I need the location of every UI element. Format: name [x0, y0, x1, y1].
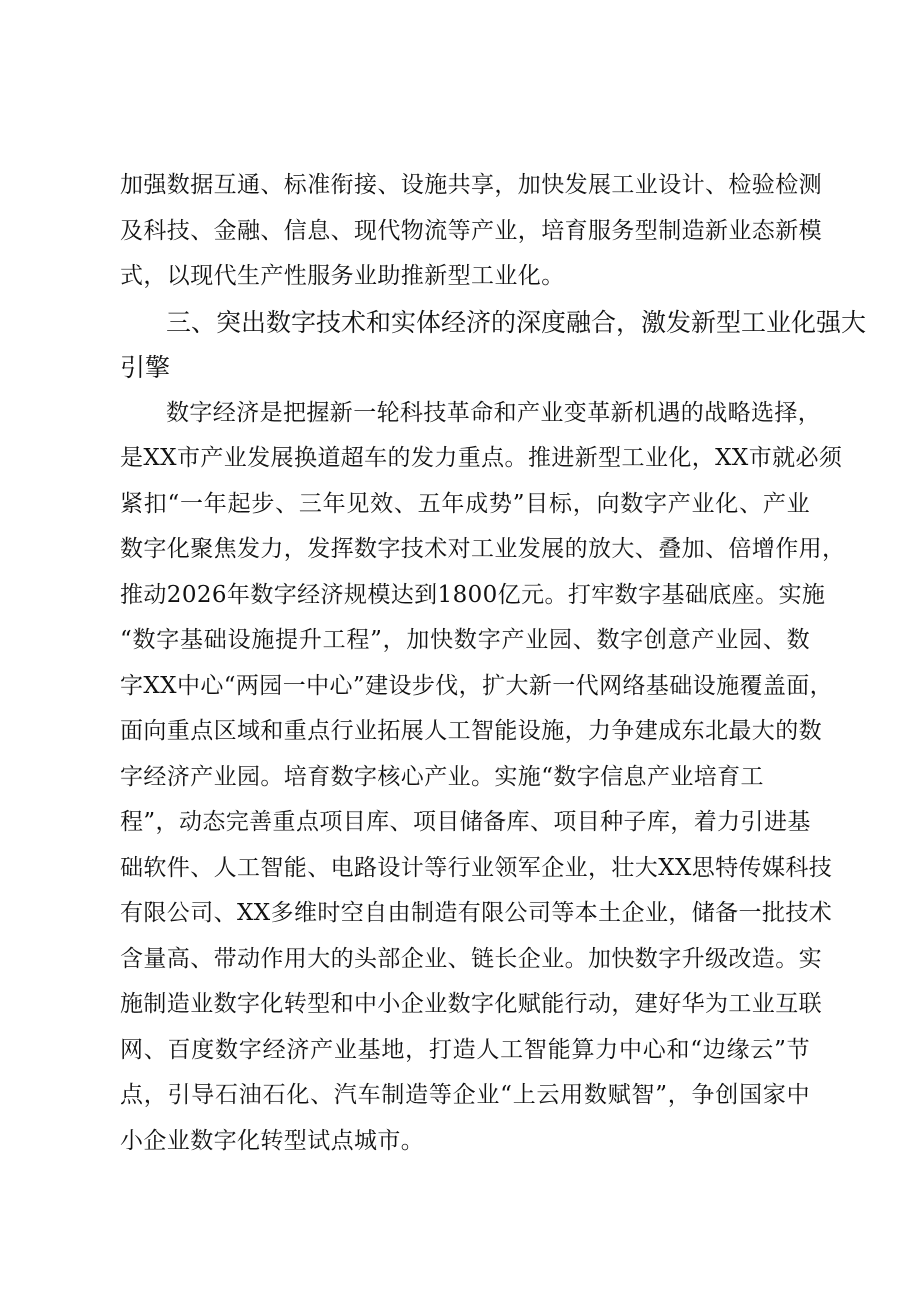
- paragraph-2-line: 数字化聚焦发力，发挥数字技术对工业发展的放大、叠加、倍增作用，: [120, 536, 846, 562]
- paragraph-1: [120, 163, 822, 300]
- paragraph-2-line: 程”，动态完善重点项目库、项目储备库、项目种子库，着力引进基: [120, 809, 811, 835]
- paragraph-2-line: 施制造业数字化转型和中小企业数字化赋能行动，建好华为工业互联: [120, 991, 822, 1017]
- paragraph-2-line: 字XX中心“两园一中心”建设步伐，扩大新一代网络基础设施覆盖面，: [120, 672, 834, 699]
- section-heading-line: 三、突出数字技术和实体经济的深度融合，激发新型工业化强大: [166, 307, 867, 337]
- paragraph-2-line: 含量高、带动作用大的头部企业、链长企业。加快数字升级改造。实: [120, 945, 822, 972]
- paragraph-2-line: 点，引导石油石化、汽车制造等企业“上云用数赋智”，争创国家中: [120, 1082, 810, 1108]
- paragraph-2-line: 面向重点区域和重点行业拓展人工智能设施，力争建成东北最大的数: [120, 718, 822, 744]
- paragraph-2: [120, 391, 846, 1165]
- paragraph-1-line: 加强数据互通、标准衔接、设施共享，加快发展工业设计、检验检测: [120, 172, 822, 198]
- paragraph-2-line: 小企业数字化转型试点城市。: [120, 1127, 425, 1154]
- paragraph-1-line: 及科技、金融、信息、现代物流等产业，培育服务型制造新业态新模: [120, 217, 822, 244]
- paragraph-2-line: 数字经济是把握新一轮科技革命和产业变革新机遇的战略选择，: [166, 399, 822, 426]
- paragraph-2-line: 推动2026年数字经济规模达到1800亿元。打牢数字基础底座。实施: [120, 581, 826, 608]
- paragraph-2-line: 是XX市产业发展换道超车的发力重点。推进新型工业化，XX市就必须: [120, 445, 843, 471]
- section-heading-line: 引擎: [120, 353, 171, 382]
- paragraph-2-line: 紧扣“一年起步、三年见效、五年成势”目标，向数字产业化、产业: [120, 490, 810, 517]
- paragraph-2-line: 网、百度数字经济产业基地，打造人工智能算力中心和“边缘云”节: [120, 1036, 810, 1063]
- paragraph-1-line: 式，以现代生产性服务业助推新型工业化。: [120, 263, 565, 289]
- paragraph-2-line: 字经济产业园。培育数字核心产业。实施“数字信息产业培育工: [120, 763, 764, 790]
- section-heading-3: [120, 300, 867, 391]
- paragraph-2-line: 有限公司、XX多维时空自由制造有限公司等本土企业，储备一批技术: [120, 900, 833, 926]
- paragraph-2-line: “数字基础设施提升工程”，加快数字产业园、数字创意产业园、数: [120, 627, 810, 653]
- paragraph-2-line: 础软件、人工智能、电路设计等行业领军企业，壮大XX思特传媒科技: [120, 854, 833, 881]
- document-body: [120, 163, 867, 1164]
